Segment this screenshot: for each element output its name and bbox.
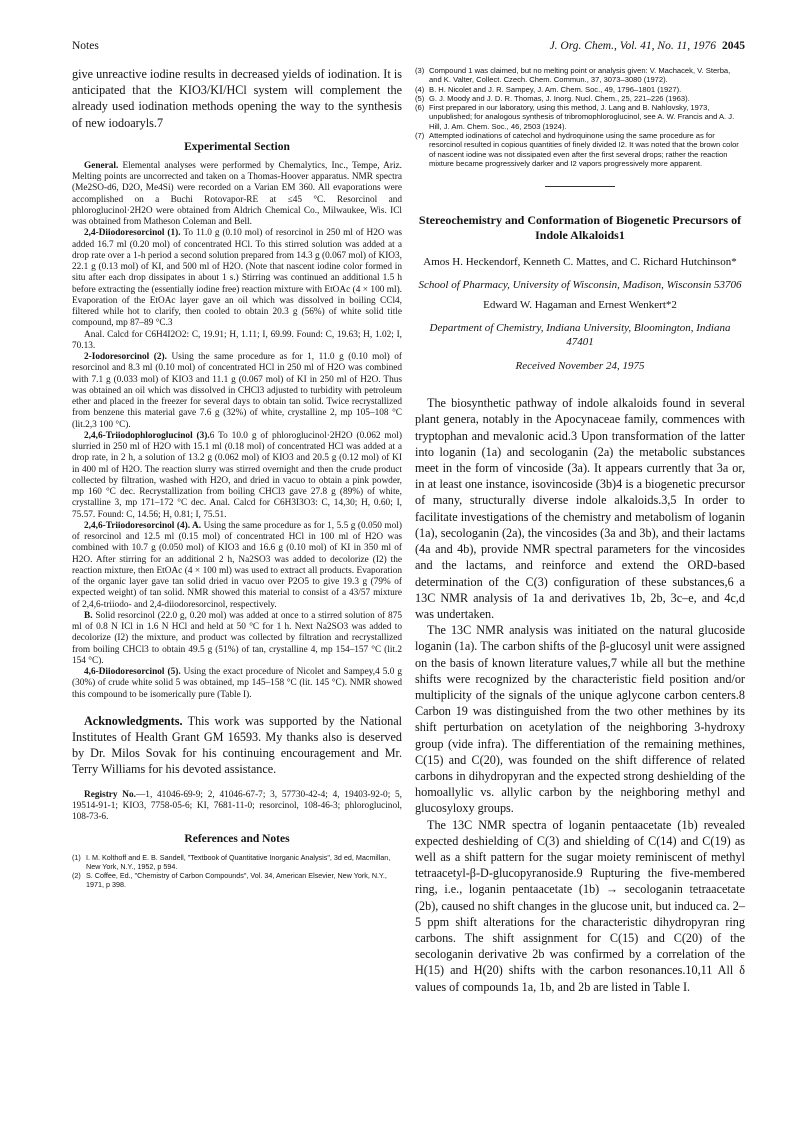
registry-text: —1, 41046-69-9; 2, 41046-67-7; 3, 57730-42-4; 4, 19403-92-0; 5, 19514-91-1; KIO3, 7758-05-6; KI, 7681-11-0; resorcinol, 108-46-3; phloroglucinol, 108-73-6. <box>72 789 402 823</box>
compound-1-text: To 11.0 g (0.10 mol) of resorcinol in 250 ml of H2O was added 16.7 ml (0.20 mol) of concentrated HCl. To this stirred solution was added at a drop rate over a 1-h period a second solution prepared from 14.3 g (0.067 mol) of KIO3, 22.1 g (0.13 mol) of KI, and 500 ml of H2O. (Note that nascent iodine color formed in situ after each drop dissipates in about 1 s.) Stirring was continued an additional 1.5 h before extracting the (essentially iodine free) reaction mixture with EtOAc (4 × 100 ml). Evaporation of the EtOAc layer gave an oil which was dissolved in boiling CCl4, filtered while hot to clarify, then cooled to obtain 20.3 g (56%) of white solid title compound, mp 87–89 °C.3 <box>72 228 402 329</box>
reference-text: B. H. Nicolet and J. R. Sampey, J. Am. Chem. Soc., 49, 1796–1801 (1927). <box>429 84 682 94</box>
general-paragraph <box>72 161 402 229</box>
reference-item <box>415 94 745 103</box>
compound-1-paragraph <box>72 228 402 329</box>
running-head-section: Notes <box>72 40 99 52</box>
article-paragraph-1: The biosynthetic pathway of indole alkaloids found in several plant genera, notably in the Apocynaceae family, commences with tryptophan and mevalonic acid.3 Upon transformation of the latter into loganin (1a) and secologanin (2a) the metabolic substances meet in the form of vincoside (3a). It appears currently that 3a or, in at least one instance, isovincoside (3b)4 is a biogenetic precursor of many, structurally diverse indole alkaloids.3,5 In order to facilitate investigations of the chemistry and metabolism of loganin (1a), secologanin (2a), the vincosides (3a and 3b), and their lactams (4a and 4b), provide NMR spectral parameters for the vincosides and the lactams, and reinforce and extend the ORD-based determination of the C(3) configuration of these substances,6 a 13C NMR analysis of 1a and derivatives 1b, 2b, 3c–e, and 4c,d was undertaken. <box>415 396 745 621</box>
reference-text: S. Coffee, Ed., "Chemistry of Carbon Compounds", Vol. 34, American Elsevier, New York, N.Y., 1971, p 398. <box>86 871 387 890</box>
affiliation-1: School of Pharmacy, University of Wisconsin, Madison, Wisconsin 53706 <box>418 279 742 292</box>
compound-2-lead: 2-Iodoresorcinol (2). <box>84 352 167 363</box>
reference-text: Attempted iodinations of catechol and hydroquinone using the same procedure as for resorcinol resulted in copious quantities of finely divided I2. It was noted that the brown color of nascent iodine was not dissipated even after the first several drops; rather the reaction mixture became progressively darker and I2 vapors progressively more apparent. <box>429 131 739 168</box>
experimental-heading: Experimental Section <box>184 140 290 153</box>
article-title: Stereochemistry and Conformation of Biogenetic Precursors of Indole Alkaloids1 <box>418 213 742 243</box>
article-paragraph-2: The 13C NMR analysis was initiated on the natural glucoside loganin (1a). The carbon shifts of the β-glucosyl unit were assigned on the basis of known literature values,7 while all but the methine shifts were recognized by the characteristic field position and/or multiplicity of the signals of the unique aglycone carbon centers.8 Carbon 19 was distinguished from the two other methines by its shift perturbation on acetylation of the neighboring 3-hydroxy group (vide infra). The differentiation of the remaining methines, C(15) and C(20), was founded on the shift difference of related carbons in dihydropyran and the expected strong deshielding of the homoallylic vs. allylic carbon by the neighboring methyl and glucosyloxy groups. <box>415 623 745 816</box>
reference-text: G. J. Moody and J. D. R. Thomas, J. Inorg. Nucl. Chem., 25, 221–226 (1963). <box>429 93 690 103</box>
authors-group-1: Amos H. Heckendorf, Kenneth C. Mattes, and C. Richard Hutchinson* <box>423 256 737 269</box>
compound-2-paragraph <box>72 352 402 431</box>
reference-number: (7) <box>415 131 425 141</box>
reference-number: (6) <box>415 103 425 113</box>
reference-item <box>72 853 402 871</box>
acknowledgments-text: This work was supported by the National Institutes of Health Grant GM 16593. My thanks also is deserved by Dr. Milos Sovak for his continuing encouragement and Mr. Terry Williams for his devoted assistance. <box>72 713 403 777</box>
references-list-right <box>415 66 745 168</box>
references-list-left <box>72 853 402 889</box>
acknowledgments <box>72 713 402 778</box>
reference-item <box>415 103 745 131</box>
reference-item <box>415 85 745 94</box>
general-lead: General. <box>84 160 119 171</box>
compound-5-lead: 4,6-Diiodoresorcinol (5). <box>84 667 181 678</box>
compound-4b-lead: B. <box>84 610 93 621</box>
reference-text: First prepared in our laboratory, using this method, J. Lang and B. Nahlovsky, 1973, unpublished; for analogous synthesis of tribromophloroglucinol, see A. W. Francis and A. J. Hill, J. Am. Chem. Soc., 46, 2503 (1924). <box>429 103 735 131</box>
reference-item <box>415 131 745 168</box>
registry-lead: Registry No. <box>84 789 136 800</box>
compound-3-lead: 2,4,6-Triiodophloroglucinol (3). <box>84 430 210 441</box>
left-column <box>72 66 402 889</box>
compound-4-lead: 2,4,6-Triiodoresorcinol (4). A. <box>84 520 202 531</box>
acknowledgments-lead: Acknowledgments. <box>84 713 183 728</box>
compound-1-analysis: Anal. Calcd for C6H4I2O2: C, 19.91; H, 1.11; I, 69.99. Found: C, 19.63; H, 1.02; I, 70.13. <box>72 329 402 351</box>
authors-group-2: Edward W. Hagaman and Ernest Wenkert*2 <box>483 299 677 312</box>
compound-3-text: 6 To 10.0 g of phloroglucinol·2H2O (0.062 mol) slurried in 250 ml of H2O with 15.1 ml (0.18 mol) of concentrated HCl was added at a drop rate, in 2 h, a solution of 13.2 g (0.062 mol) of KIO3 and 20.5 g (0.12 mol) of KI in 400 ml of H2O. The reaction slurry was stirred overnight and then the crude product collected by filtration, washed with H2O, and dried in vacuo to obtain a pink powder, mp 160 °C dec. Recrystallization from boiling CHCl3 gave 27.8 g (89%) of white, crystalline 3, mp 171–172 °C dec. Anal. Calcd for C6H3I3O3: C, 14,30; H, 0.60; I, 75.57. Found: C, 14.56; H, 0.81; I, 75.51. <box>72 430 402 520</box>
compound-5-paragraph <box>72 667 402 701</box>
affiliation-2: Department of Chemistry, Indiana University, Bloomington, Indiana 47401 <box>429 322 731 349</box>
section-divider <box>545 186 615 187</box>
reference-number: (3) <box>415 66 425 75</box>
compound-4-text: Using the same procedure as for 1, 5.5 g (0.050 mol) of resorcinol and 12.5 ml (0.15 mol) of concentrated HCl in 100 ml of H2O was combined with 10.7 g (0.050 mol) of KIO3 and 16.6 g (0.10 mol) of KI in 350 ml of H2O. After stirring for an additional 2 h, Na2SO3 was added to decolorize (I2) the reaction mixture, then EtOAc (4 × 100 ml) was used to extract all products. Evaporation of the organic layer gave tan solid dried in vacuo over P2O5 to give 19.3 g (79% of expected weight) of tan solid. NMR showed this material to consist of a 43/57 mixture of 2,4,6-triiodo- and 2,4-diiodoresorcinol, respectively. <box>72 520 402 610</box>
reference-number: (5) <box>415 93 425 103</box>
compound-4b-paragraph <box>72 611 402 667</box>
compound-1-lead: 2,4-Diiodoresorcinol (1). <box>84 228 181 239</box>
intro-paragraph: give unreactive iodine results in decreased yields of iodination. It is anticipated that the KIO3/KI/HCl system will complement the already used iodination methods opening the way to the synthesis of new iodoaryls.7 <box>72 67 402 130</box>
reference-item <box>415 66 745 85</box>
journal-citation: J. Org. Chem., Vol. 41, No. 11, 1976 <box>549 40 716 52</box>
article-paragraph-3: The 13C NMR spectra of loganin pentaacetate (1b) revealed expected deshielding of C(3) and shielding of C(14) and C(19) as well as a shift pattern for the sugar moiety reminiscent of methyl tetraacetyl-β-D-glucopyranoside.9 Rupturing the five-membered ring, i.e., loganin pentaacetate (1b) → secologanin tetraacetate (2b), caused no shift changes in the glucose unit, but induced ca. 2–5 ppm shift alterations for the characteristic dihydropyran ring carbons. The shift assignment for C(15) and C(20) of the secologanin derivative 2b was confirmed by a correlation of the H(15) and H(20) shifts with the carbon resonances.10,11 All δ values of compounds 1a, 1b, and 2b are listed in Table I. <box>415 817 745 994</box>
reference-item <box>72 871 402 889</box>
compound-4b-text: Solid resorcinol (22.0 g, 0.20 mol) was added at once to a stirred solution of 875 ml of 0.8 N ICl in 1.6 N HCl and held at 50 °C for 1 h. Next Na2SO3 was added to decolorize (I2) the mixture, and product was collected by filtration and recrystallized from boiling CHCl3 to obtain 49.5 g (51%) of tan, crystalline 4, mp 154–157 °C (lit.2 154 °C). <box>72 610 403 666</box>
reference-number: (4) <box>415 84 425 94</box>
references-heading: References and Notes <box>184 833 290 846</box>
compound-2-text: Using the same procedure as for 1, 11.0 g (0.10 mol) of resorcinol and 8.3 ml (0.10 mol) of concentrated HCl in 250 ml of H2O was combined with 7.1 g (0.033 mol) of KIO3 and 11.1 g (0.067 mol) of KI in 250 ml of H2O. Thus was obtained an oil which was dissolved in CHCl3 adjusted to turbidity with petroleum ether and placed in the freezer for several days to obtain tan solid. Twice recrystallized from benzene this material gave 7.6 g (32%) of white, crystalline 2, mp 105–108 °C (lit.2,3 100 °C). <box>72 352 403 430</box>
right-column <box>415 66 745 995</box>
received-date: Received November 24, 1975 <box>515 360 645 373</box>
registry-numbers <box>72 790 402 824</box>
reference-number: (1) <box>72 853 81 863</box>
compound-4-paragraph <box>72 521 402 611</box>
compound-3-paragraph <box>72 431 402 521</box>
reference-text: I. M. Kolthoff and E. B. Sandell, "Textbook of Quantitative Inorganic Analysis", 3d ed, Macmillan, New York, N.Y., 1952, p 594. <box>86 853 391 872</box>
compound-5-text: Using the exact procedure of Nicolet and Sampey,4 5.0 g (30%) of crude white solid 5 was obtained, mp 145–158 °C (lit. 145 °C). NMR showed this compound to be isomerically pure (Table I). <box>72 667 402 700</box>
reference-number: (2) <box>72 871 81 881</box>
reference-text: Compound 1 was claimed, but no melting point or analysis given: V. Machacek, V. Sterba, and K. Valter, Collect. Czech. Chem. Commun., 37, 3073–3080 (1972). <box>429 66 731 85</box>
running-head-journal <box>550 40 745 52</box>
page-number: 2045 <box>722 40 745 52</box>
general-text: Elemental analyses were performed by Chemalytics, Inc., Tempe, Ariz. Melting points are uncorrected and taken on a Thomas-Hoover apparatus. NMR spectra (Me2SO-d6, D2O, Me4Si) were recorded on a Varian EM 360. All evaporations were accomplished on a Buchi Rotovapor-RE at ≤45 °C. Resorcinol and phloroglucinol·2H2O were obtained from Aldrich Chemical Co., Milwaukee, Wis. ICl was obtained from Matheson Coleman and Bell. <box>72 160 403 228</box>
